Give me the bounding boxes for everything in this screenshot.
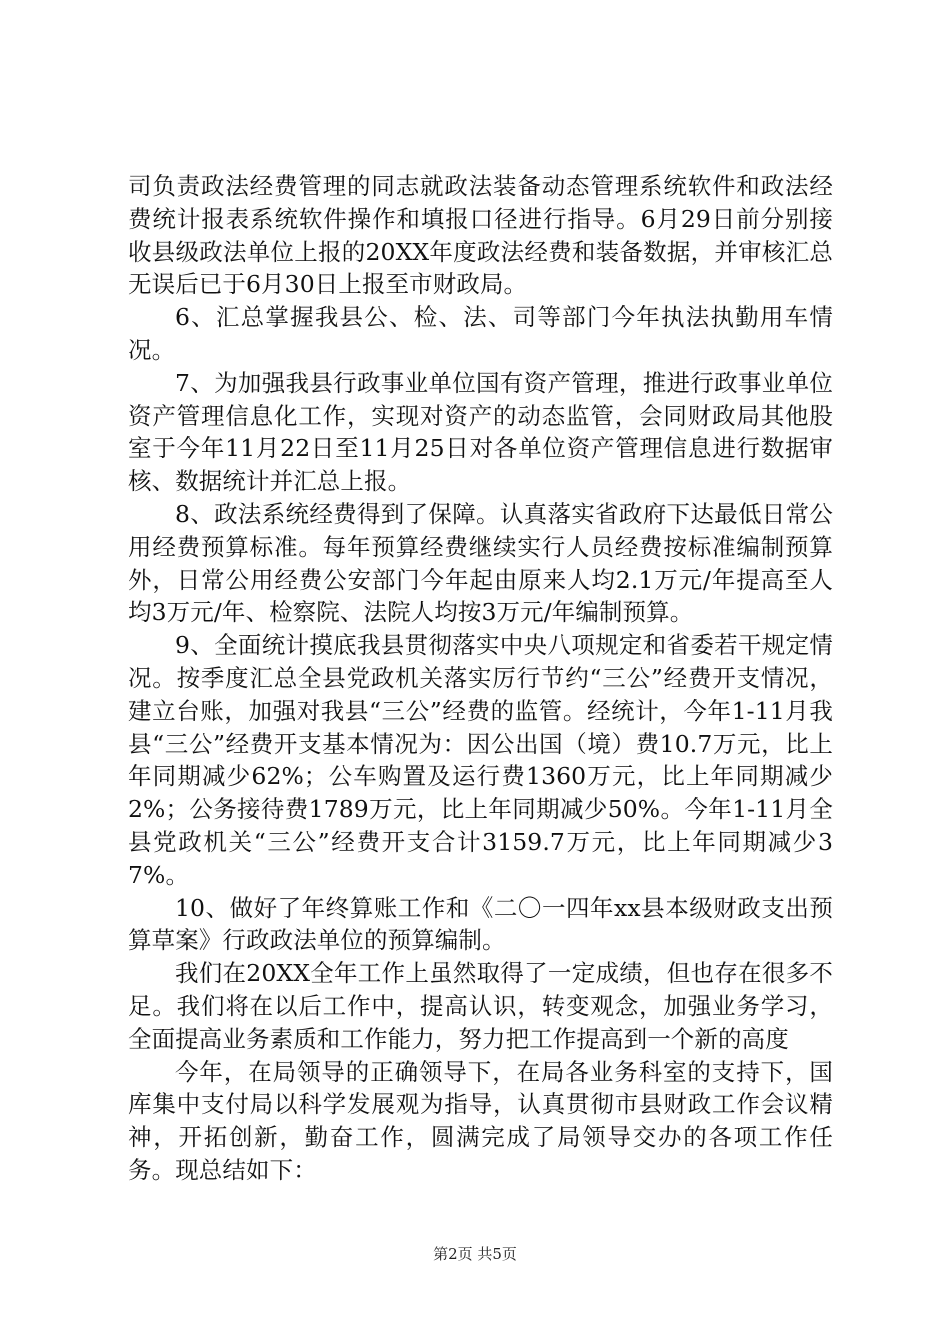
paragraph-item-7: 7、为加强我县行政事业单位国有资产管理，推进行政事业单位资产管理信息化工作，实现对资产的动态监管，会同财政局其他股室于今年11月22日至11月25日对各单位资产管理信息进行数据审核、数据统计并汇总上报。 [128, 368, 833, 496]
paragraph-intro: 今年，在局领导的正确领导下，在局各业务科室的支持下，国库集中支付局以科学发展观为指导，认真贯彻市县财政工作会议精神，开拓创新，勤奋工作，圆满完成了局领导交办的各项工作任务。现总结如下： [128, 1057, 833, 1184]
document-body [128, 170, 833, 1187]
paragraph-item-6: 6、汇总掌握我县公、检、法、司等部门今年执法执勤用车情况。 [128, 303, 833, 364]
page-number-footer: 第2页 共5页 [433, 1245, 517, 1263]
paragraph-summary: 我们在20XX全年工作上虽然取得了一定成绩，但也存在很多不足。我们将在以后工作中，提高认识，转变观念，加强业务学习，全面提高业务素质和工作能力，努力把工作提高到一个新的高度 [128, 959, 833, 1053]
paragraph-item-8: 8、政法系统经费得到了保障。认真落实省政府下达最低日常公用经费预算标准。每年预算经费继续实行人员经费按标准编制预算外，日常公用经费公安部门今年起由原来人均2.1万元/年提高至人均3万元/年、检察院、法院人均按3万元/年编制预算。 [128, 499, 833, 627]
paragraph-item-9: 9、全面统计摸底我县贯彻落实中央八项规定和省委若干规定情况。按季度汇总全县党政机关落实厉行节约“三公”经费开支情况，建立台账，加强对我县“三公”经费的监管。经统计，今年1-11月我县“三公”经费开支基本情况为：因公出国（境）费10.7万元，比上年同期减少62%；公车购置及运行费1360万元，比上年同期减少2%；公务接待费1789万元，比上年同期减少50%。今年1-11月全县党政机关“三公”经费开支合计3159.7万元，比上年同期减少37%。 [128, 631, 833, 889]
paragraph-item-10: 10、做好了年终算账工作和《二〇一四年xx县本级财政支出预算草案》行政政法单位的预算编制。 [128, 893, 833, 955]
paragraph-continuation: 司负责政法经费管理的同志就政法装备动态管理系统软件和政法经费统计报表系统软件操作和填报口径进行指导。6月29日前分别接收县级政法单位上报的20XX年度政法经费和装备数据，并审核汇总无误后已于6月30日上报至市财政局。 [128, 172, 833, 299]
